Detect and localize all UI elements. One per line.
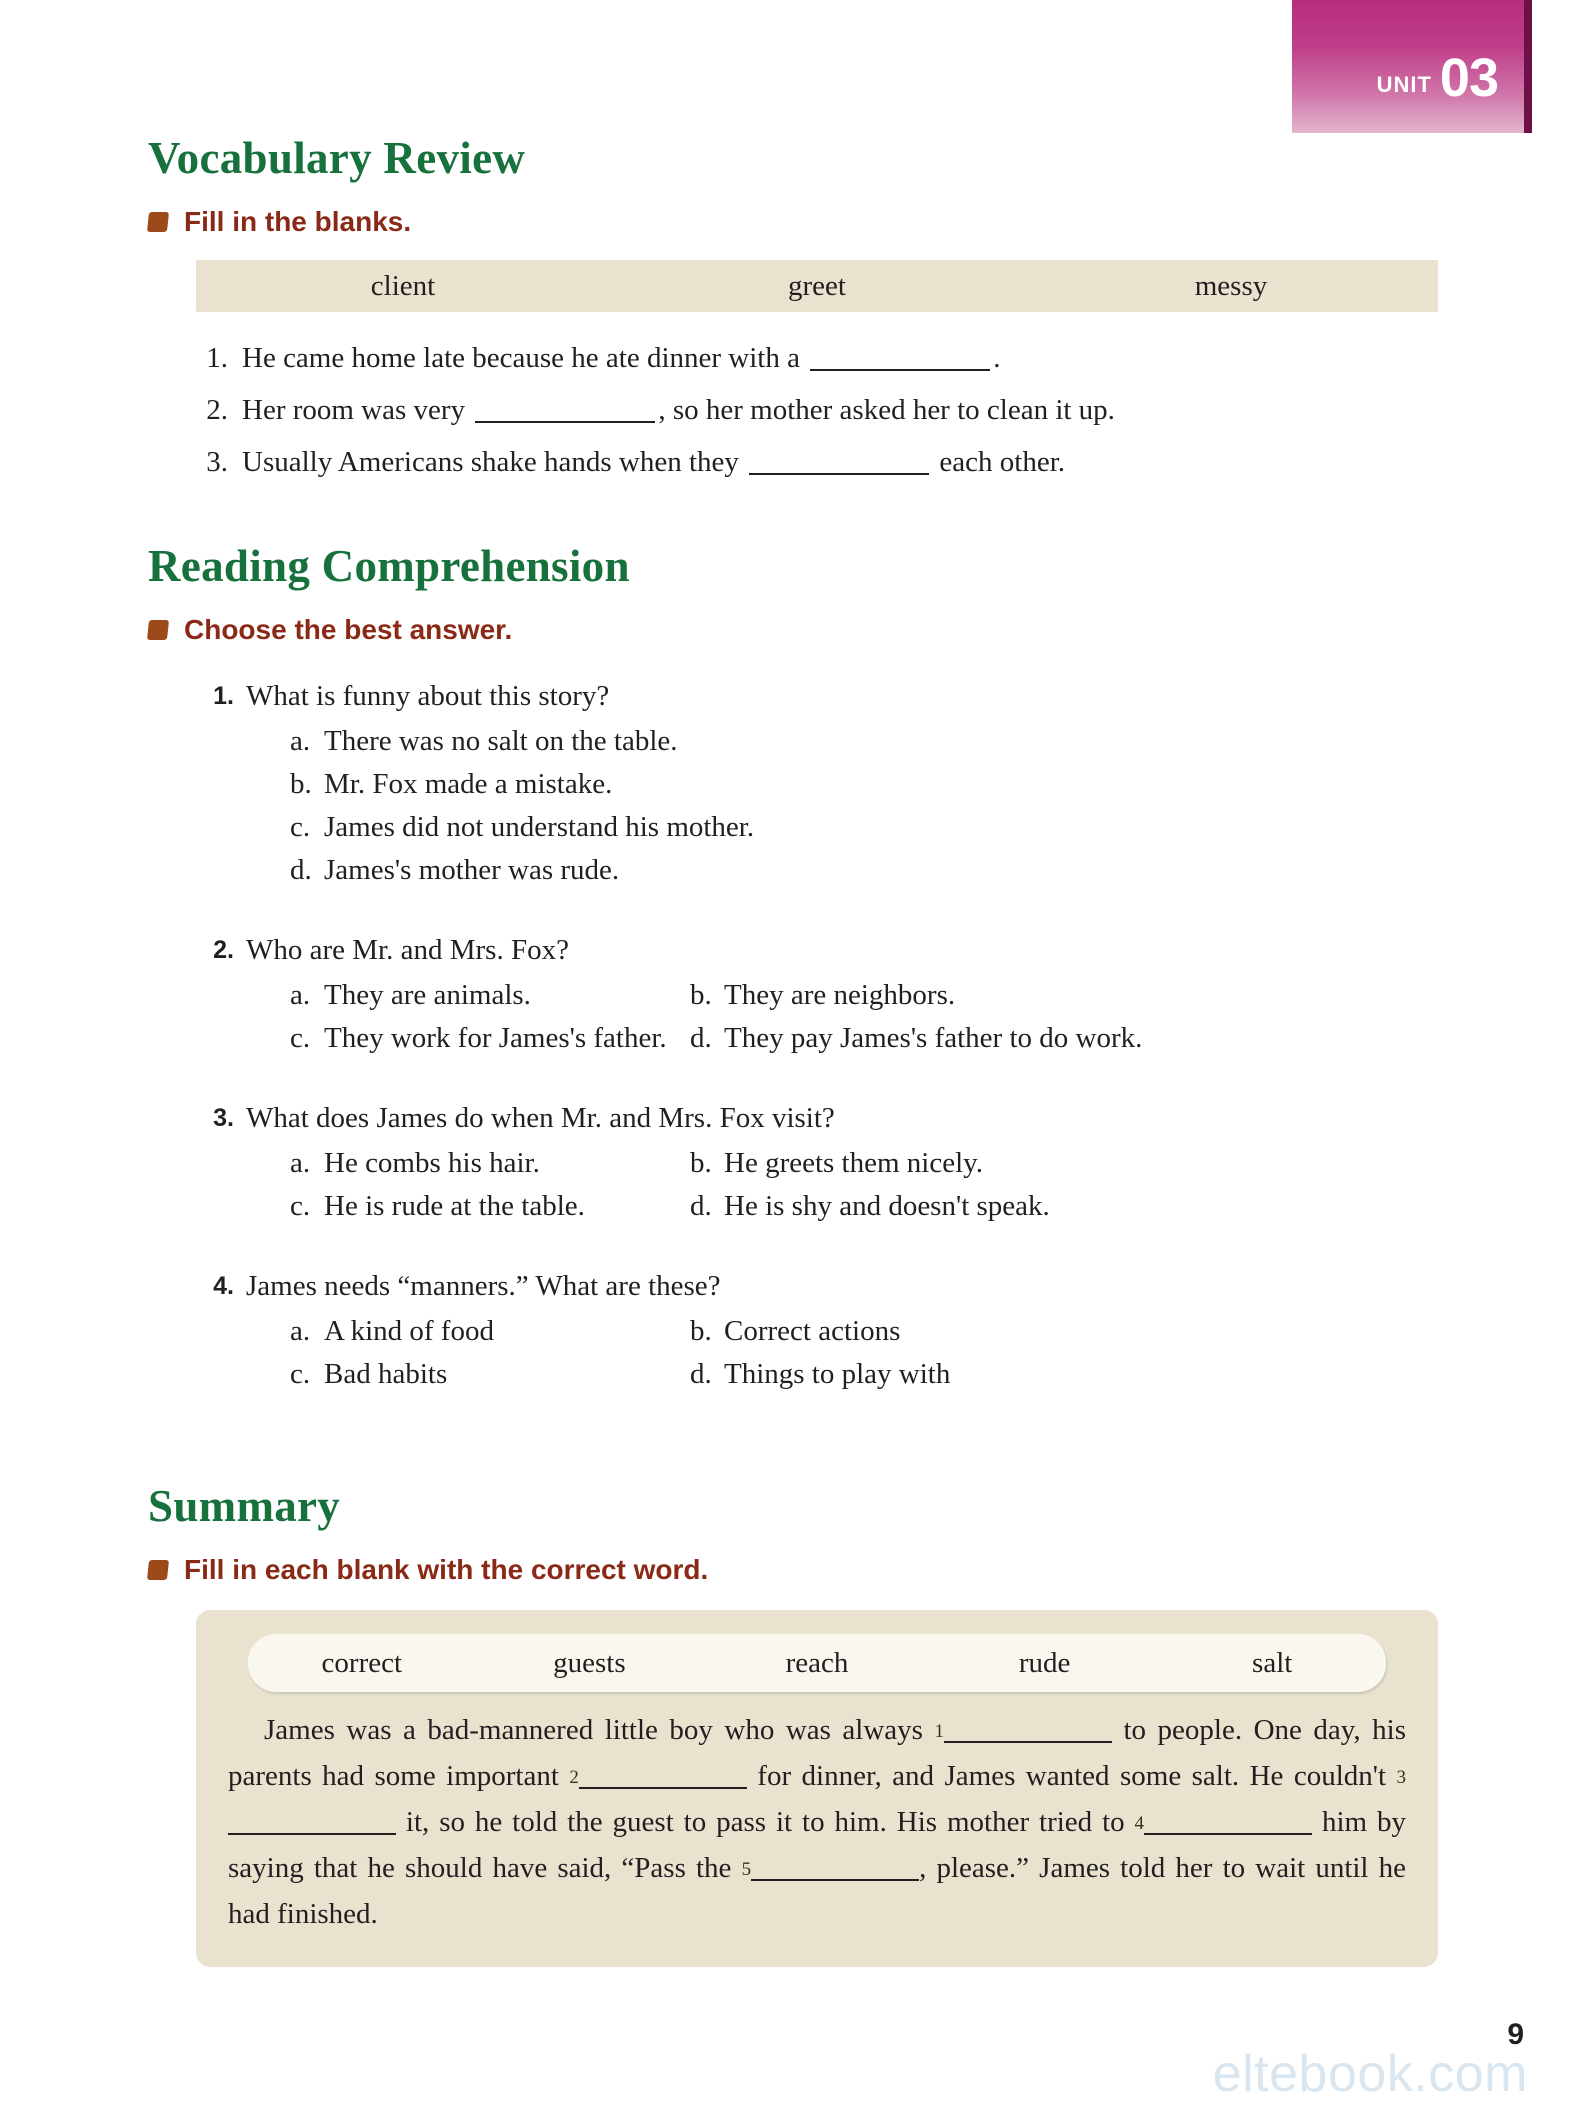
answer-blank[interactable] xyxy=(579,1787,747,1789)
item-text-before: He came home late because he ate dinner with a xyxy=(242,342,808,374)
reading-section xyxy=(148,540,1438,1396)
square-bullet-icon xyxy=(147,1560,169,1580)
question-number: 3. xyxy=(213,1104,234,1132)
option-letter: b. xyxy=(690,1147,712,1179)
question-block xyxy=(190,926,1438,1060)
question-text: What is funny about this story? xyxy=(246,680,610,712)
option-text: Mr. Fox made a mistake. xyxy=(324,768,613,800)
question-block xyxy=(190,1262,1438,1396)
passage-part: , please.” James told her to wait until he had finished. xyxy=(228,1852,1406,1930)
watermark: eltebook.com xyxy=(1212,2045,1528,2103)
option-text: They work for James's father. xyxy=(324,1022,667,1054)
answer-blank[interactable] xyxy=(1144,1833,1312,1835)
square-bullet-icon xyxy=(147,212,169,232)
option-letter: c. xyxy=(290,1022,311,1054)
option-list xyxy=(290,1142,1438,1228)
option-text: Things to play with xyxy=(724,1358,951,1390)
item-text-after: each other. xyxy=(932,446,1066,478)
blank-number: 2 xyxy=(569,1767,579,1788)
option-text: James's mother was rude. xyxy=(324,854,620,886)
summary-section xyxy=(148,1480,1438,1967)
answer-blank[interactable] xyxy=(810,369,990,371)
passage-part: him by saying that he should have said, “Pass the xyxy=(228,1806,1406,1884)
option-letter: a. xyxy=(290,725,311,757)
word-bank-item: rude xyxy=(1018,1646,1071,1679)
option[interactable] xyxy=(690,1142,1438,1185)
summary-instruction: Fill in each blank with the correct word. xyxy=(184,1554,709,1585)
option[interactable] xyxy=(290,806,1438,849)
word-bank-item: messy xyxy=(1194,269,1268,302)
word-bank-item: client xyxy=(370,269,436,302)
option-list xyxy=(290,974,1438,1060)
list-item xyxy=(190,384,1438,436)
answer-blank[interactable] xyxy=(475,421,655,423)
page-number: 9 xyxy=(1507,2018,1524,2051)
item-text-before: Usually Americans shake hands when they xyxy=(242,446,747,478)
page-title-reading: Reading Comprehension xyxy=(148,541,630,591)
item-number: 1. xyxy=(206,342,228,374)
item-number: 3. xyxy=(206,446,228,478)
vocabulary-instruction: Fill in the blanks. xyxy=(184,206,412,237)
option-list xyxy=(290,720,1438,892)
question-number: 2. xyxy=(213,936,234,964)
square-bullet-icon xyxy=(147,620,169,640)
blank-number: 3 xyxy=(1396,1767,1406,1788)
passage-part: to people. One day, his parents had some important xyxy=(228,1714,1406,1792)
vocabulary-instruction-row xyxy=(148,206,1438,238)
list-item xyxy=(190,436,1438,488)
option[interactable] xyxy=(290,720,1438,763)
passage-part: James was a bad-mannered little boy who was always xyxy=(264,1714,935,1746)
option-text: Correct actions xyxy=(724,1315,901,1347)
option[interactable] xyxy=(690,1017,1438,1060)
word-bank-item: reach xyxy=(785,1646,849,1679)
option-letter: c. xyxy=(290,1190,311,1222)
question-text: Who are Mr. and Mrs. Fox? xyxy=(246,934,569,966)
option-text: James did not understand his mother. xyxy=(324,811,755,843)
reading-instruction-row xyxy=(148,614,1438,646)
option-letter: b. xyxy=(690,1315,712,1347)
question-text: James needs “manners.” What are these? xyxy=(246,1270,721,1302)
answer-blank[interactable] xyxy=(751,1879,919,1881)
unit-tab-number: 03 xyxy=(1439,48,1498,108)
question-number: 4. xyxy=(213,1272,234,1300)
item-text-before: Her room was very xyxy=(242,394,473,426)
passage-part: for dinner, and James wanted some salt. He couldn't xyxy=(746,1760,1397,1792)
answer-blank[interactable] xyxy=(228,1833,396,1835)
option-letter: c. xyxy=(290,811,311,843)
vocabulary-section xyxy=(148,132,1438,488)
option[interactable] xyxy=(290,1185,690,1228)
option[interactable] xyxy=(290,1353,690,1396)
word-bank-item: greet xyxy=(788,269,846,302)
option-text: There was no salt on the table. xyxy=(324,725,678,757)
blank-number: 5 xyxy=(741,1859,752,1880)
option[interactable] xyxy=(690,1353,1438,1396)
option-letter: d. xyxy=(690,1358,712,1390)
unit-tab xyxy=(1292,0,1524,133)
option-text: They pay James's father to do work. xyxy=(724,1022,1143,1054)
option-text: A kind of food xyxy=(324,1315,494,1347)
summary-box xyxy=(196,1610,1438,1967)
item-text-after: , so her mother asked her to clean it up. xyxy=(658,394,1115,426)
option-text: He is shy and doesn't speak. xyxy=(724,1190,1050,1222)
word-bank-item: salt xyxy=(1252,1646,1293,1679)
word-bank-item: guests xyxy=(553,1646,626,1679)
vocabulary-word-bank xyxy=(196,260,1438,312)
item-number: 2. xyxy=(206,394,228,426)
blank-number: 1 xyxy=(934,1721,944,1742)
option-letter: d. xyxy=(690,1022,712,1054)
option[interactable] xyxy=(290,1017,690,1060)
option-letter: a. xyxy=(290,1147,311,1179)
option-text: He is rude at the table. xyxy=(324,1190,585,1222)
option-text: He combs his hair. xyxy=(324,1147,540,1179)
page-title-summary: Summary xyxy=(148,1481,341,1531)
summary-instruction-row xyxy=(148,1554,1438,1586)
option[interactable] xyxy=(290,849,1438,892)
option-letter: d. xyxy=(290,854,312,886)
option[interactable] xyxy=(290,1310,690,1353)
option-text: They are neighbors. xyxy=(724,979,956,1011)
vocabulary-items xyxy=(190,332,1438,488)
option-letter: d. xyxy=(690,1190,712,1222)
blank-number: 4 xyxy=(1134,1813,1145,1834)
question-block xyxy=(190,672,1438,892)
option-text: Bad habits xyxy=(324,1358,448,1390)
option[interactable] xyxy=(290,763,1438,806)
option-letter: b. xyxy=(690,979,712,1011)
option-letter: c. xyxy=(290,1358,311,1390)
page-title-vocabulary: Vocabulary Review xyxy=(148,133,526,183)
summary-word-bank xyxy=(248,1634,1386,1692)
answer-blank[interactable] xyxy=(749,473,929,475)
option-letter: a. xyxy=(290,979,311,1011)
answer-blank[interactable] xyxy=(944,1741,1112,1743)
option[interactable] xyxy=(690,1185,1438,1228)
passage-part: it, so he told the guest to pass it to him. His mother tried to xyxy=(396,1806,1135,1838)
option-text: He greets them nicely. xyxy=(724,1147,984,1179)
option-text: They are animals. xyxy=(324,979,531,1011)
option[interactable] xyxy=(290,974,690,1017)
option[interactable] xyxy=(290,1142,690,1185)
option[interactable] xyxy=(690,1310,1438,1353)
question-number: 1. xyxy=(213,682,234,710)
option[interactable] xyxy=(690,974,1438,1017)
list-item xyxy=(190,332,1438,384)
question-text: What does James do when Mr. and Mrs. Fox visit? xyxy=(246,1102,835,1134)
option-letter: b. xyxy=(290,768,312,800)
reading-instruction: Choose the best answer. xyxy=(184,614,513,645)
item-text-after: . xyxy=(993,342,1001,374)
unit-tab-label: UNIT xyxy=(1376,72,1432,97)
option-letter: a. xyxy=(290,1315,311,1347)
question-block xyxy=(190,1094,1438,1228)
word-bank-item: correct xyxy=(321,1646,403,1679)
summary-passage xyxy=(224,1702,1410,1937)
option-list xyxy=(290,1310,1438,1396)
